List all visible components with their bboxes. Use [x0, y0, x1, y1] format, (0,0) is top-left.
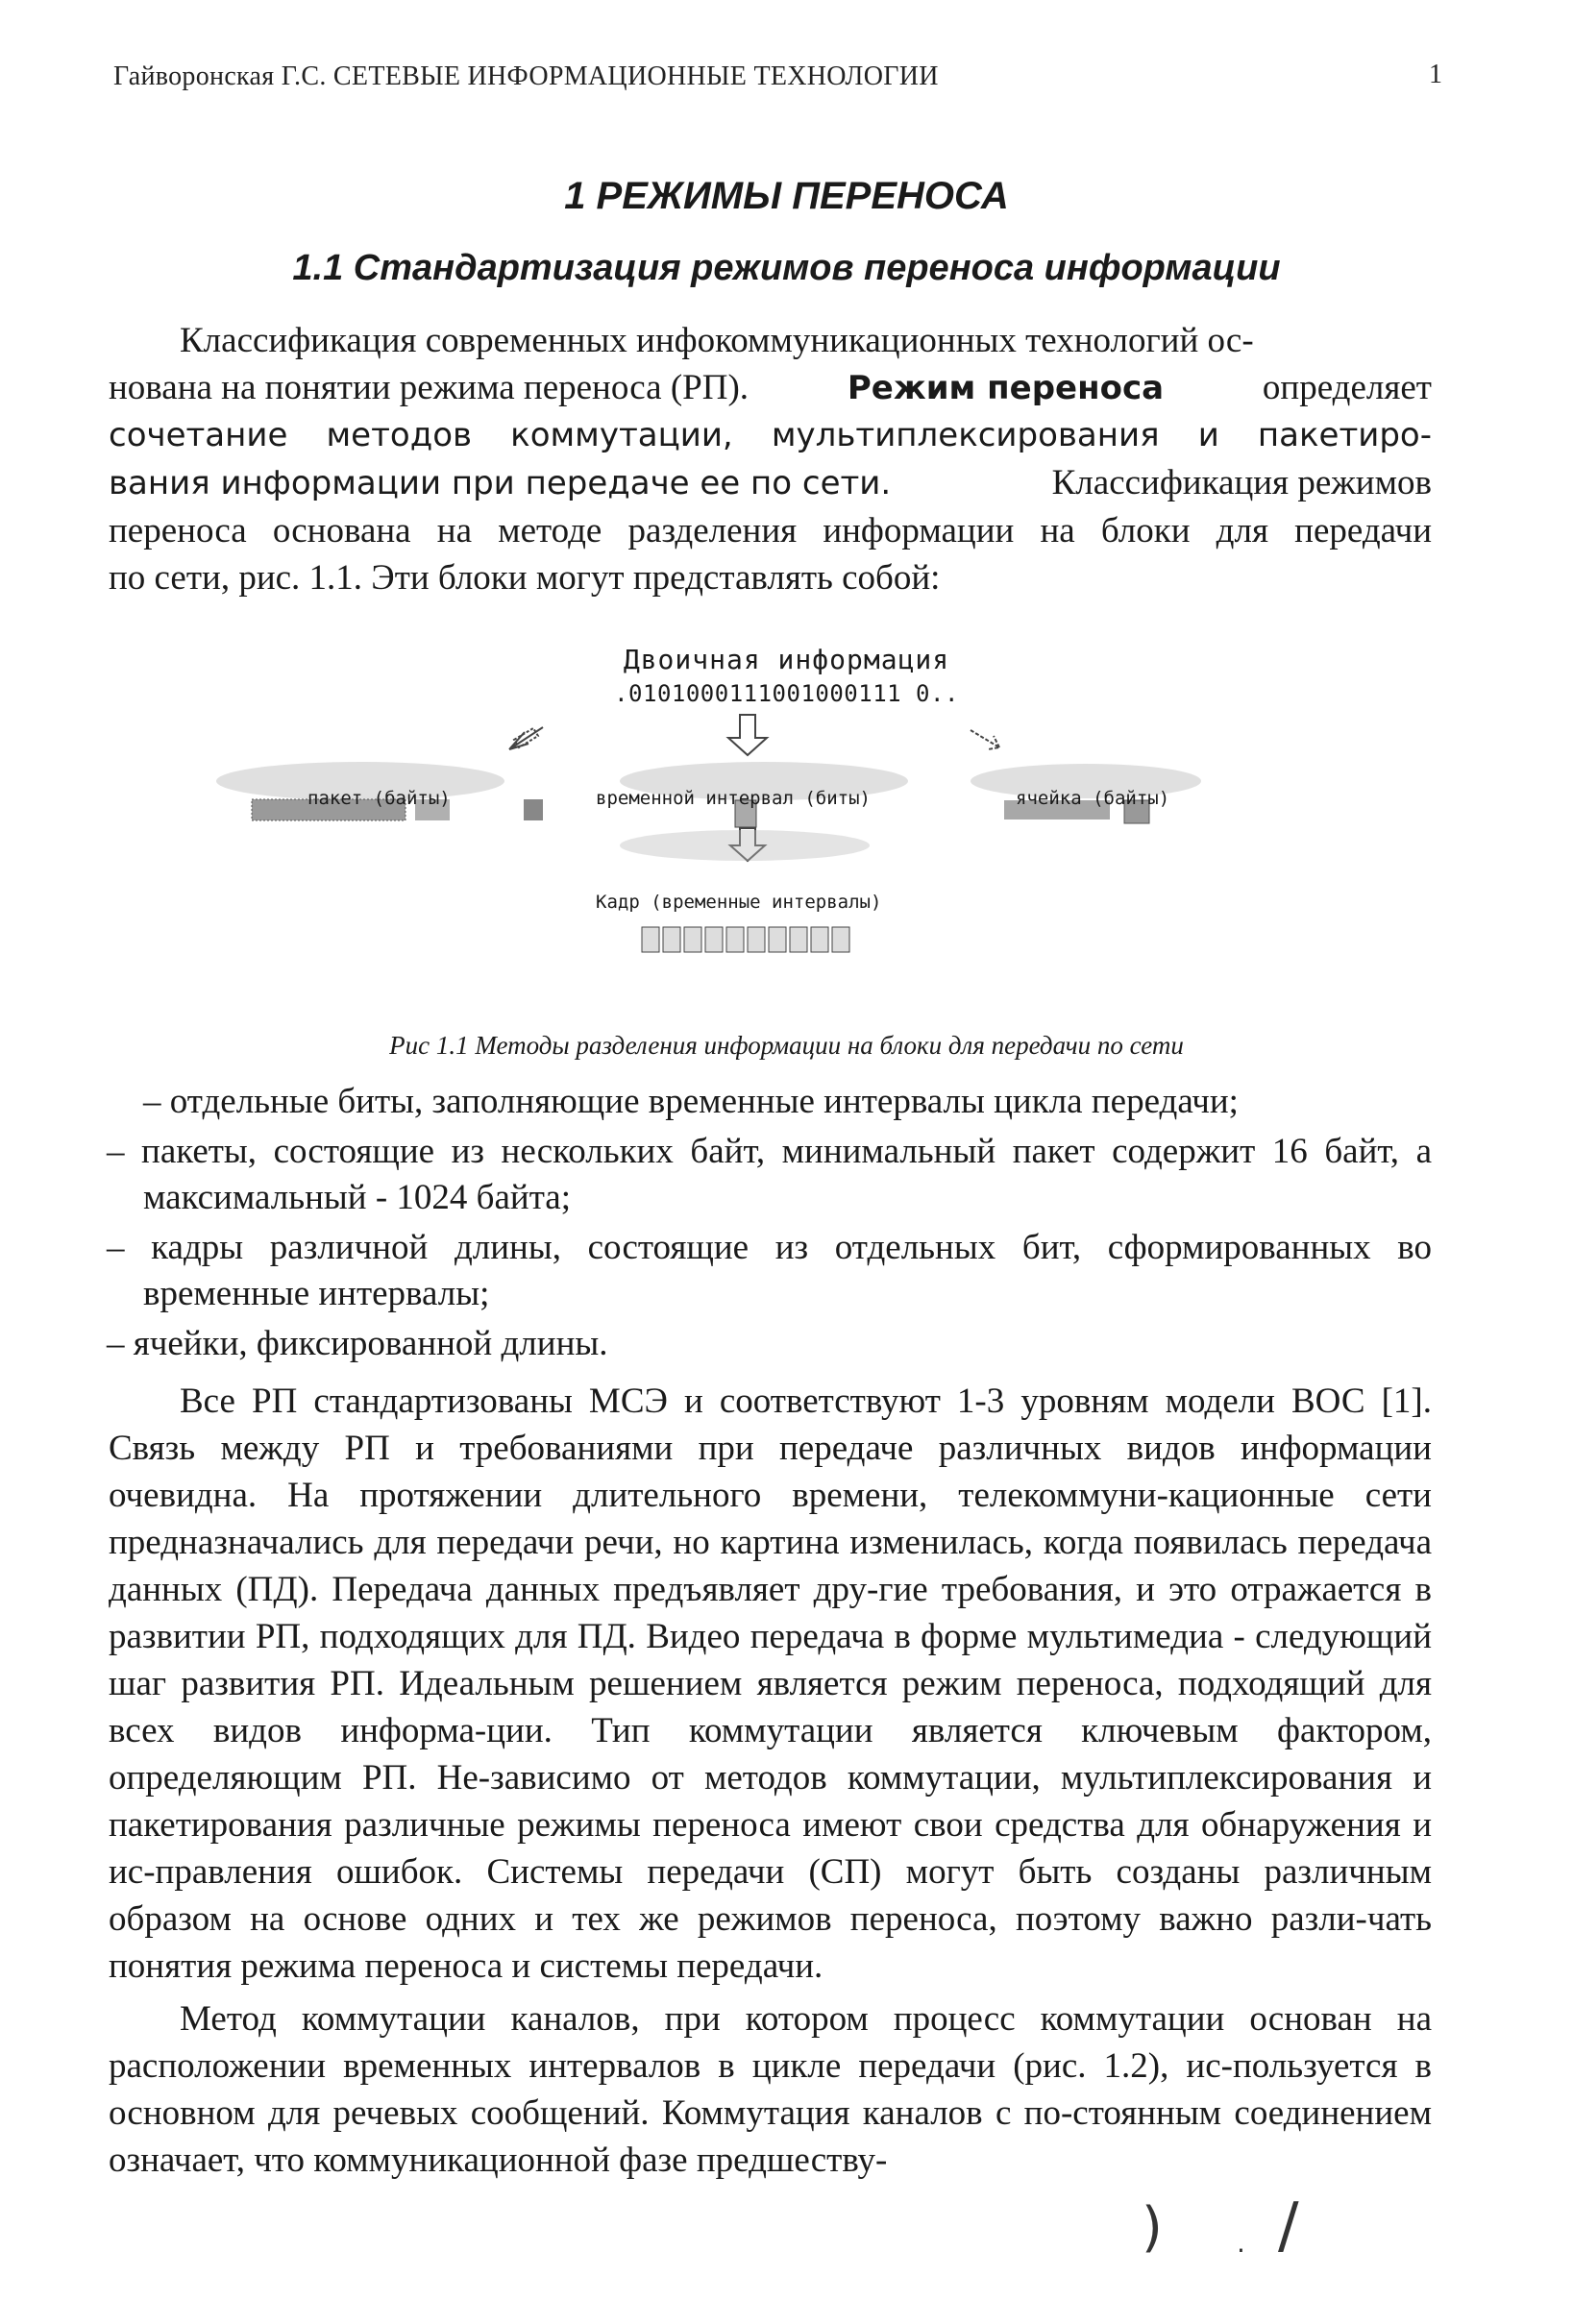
- intro-line: переноса основана на методе разделения информации на блоки для передачи: [109, 511, 1432, 550]
- section-title: 1.1 Стандартизация режимов переноса информации: [292, 248, 1281, 288]
- label-frame: Кадр (временные интервалы): [596, 892, 882, 913]
- list-item: – ячейки, фиксированной длины.: [107, 1324, 608, 1363]
- intro-line: по сети, рис. 1.1. Эти блоки могут представлять собой:: [109, 558, 941, 598]
- body-paragraph-2: Все РП стандартизованы МСЭ и соответствуют 1-3 уровням модели ВОС [1]. Связь между РП и требованиями при передаче различных видов информации очевидна. На протяжении длительного времени, телекоммуни-кационные сети предназначались для передачи речи, но картина изменилась, когда появилась передача данных (ПД). Передача данных предъявляет дру-гие требования, и это отражается в развитии РП, подходящих для ПД. Видео передача в форме мультимедиа - следующий шаг развития РП. Идеальным решением является режим переноса, подходящий для всех видов информа-ции. Тип коммутации является ключевым фактором, определяющим РП. Не-зависимо от методов коммутации, мультиплексирования и пакетирования различные режимы переноса имеют свои средства для обнаружения и ис-правления ошибок. Системы передачи (СП) могут быть созданы различным образом на основе одних и тех же режимов переноса, поэтому важно разли-чать понятия режима переноса и системы передачи.: [109, 1382, 1432, 1986]
- block-types-list: [109, 1079, 1432, 1371]
- handwritten-mark: .: [1237, 2227, 1245, 2259]
- page-number: 1: [1429, 60, 1442, 89]
- intro-text: определяет: [1262, 368, 1432, 407]
- figure-binary-string: .0101000111001000111 0..: [614, 680, 959, 707]
- intro-text: нована на понятии режима переноса (РП).: [109, 368, 750, 407]
- term-highlight: Режим переноса: [847, 369, 1165, 407]
- arrow-left-icon: [509, 727, 543, 749]
- arrow-down-icon: [728, 715, 767, 755]
- figure-graphics: [0, 644, 1573, 1028]
- list-item: – пакеты, состоящие из нескольких байт, минимальный пакет содержит 16 байт, а максимальный - 1024 байта;: [107, 1132, 1432, 1217]
- figure-title: Двоичная информация: [623, 644, 950, 675]
- list-item: – отдельные биты, заполняющие временные интервалы цикла передачи;: [143, 1082, 1239, 1121]
- label-packet: пакет (байты): [307, 788, 451, 809]
- definition-line: сочетание методов коммутации, мультиплексирования и пакетиро-: [109, 416, 1432, 454]
- chapter-title: 1 РЕЖИМЫ ПЕРЕНОСА: [564, 175, 1009, 217]
- handwritten-mark: ): [1142, 2196, 1163, 2259]
- label-timeslot: временной интервал (биты): [596, 788, 871, 809]
- timeslot-block: [620, 800, 870, 861]
- running-header: Гайворонская Г.С. СЕТЕВЫЕ ИНФОРМАЦИОННЫЕ ТЕХНОЛОГИИ: [113, 61, 939, 91]
- body-paragraph-3: Метод коммутации каналов, при котором процесс коммутации основан на расположении временных интервалов в цикле передачи (рис. 1.2), ис-пользуется в основном для речевых сообщений. Коммутация каналов с по-стоянным соединением означает, что коммуникационной фазе предшеству-: [109, 1999, 1432, 2180]
- intro-line: [109, 459, 1432, 507]
- intro-paragraph: [109, 317, 1432, 601]
- figure-caption: Рис 1.1 Методы разделения информации на блоки для передачи по сети: [389, 1031, 1184, 1060]
- intro-line: Классификация современных инфокоммуникационных технологий ос-: [180, 321, 1254, 360]
- list-item: – кадры различной длины, состоящие из отдельных бит, сформированных во временные интервалы;: [107, 1228, 1432, 1313]
- intro-line: [109, 364, 1432, 412]
- handwritten-mark: /: [1278, 2190, 1299, 2262]
- label-cell: ячейка (байты): [1016, 788, 1170, 809]
- figure-1-1: [0, 644, 1573, 1047]
- arrow-right-icon: [971, 730, 999, 749]
- definition-line: вания информации при передаче ее по сети.: [109, 464, 892, 502]
- frame-block: [642, 927, 849, 952]
- intro-text: Классификация режимов: [1051, 463, 1432, 502]
